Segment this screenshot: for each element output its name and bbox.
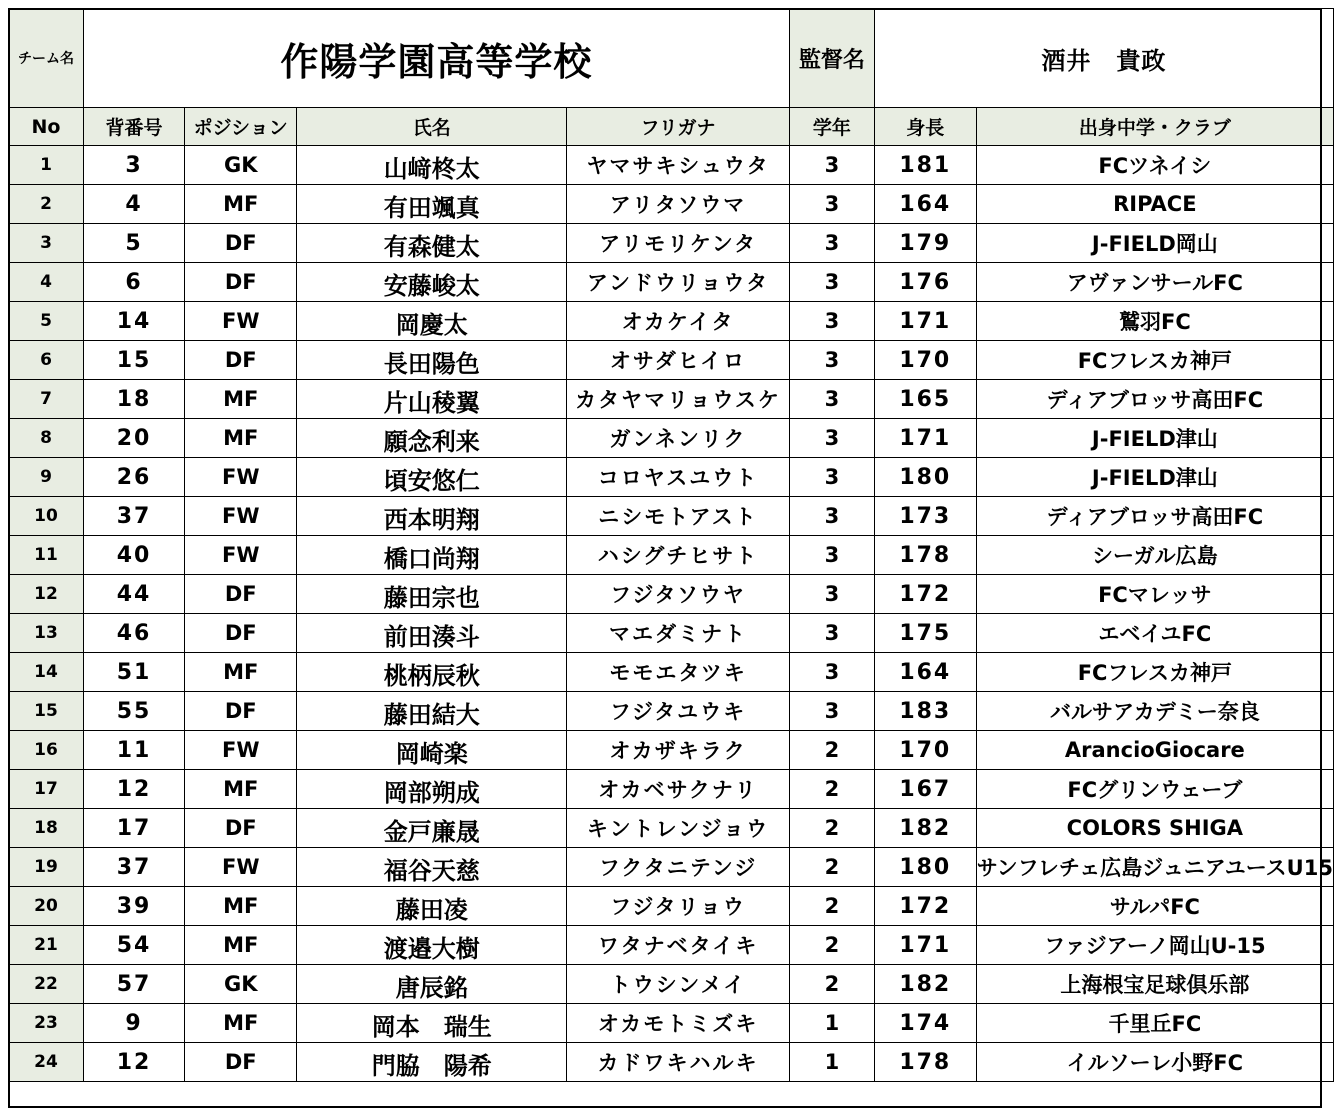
grade: 2 (789, 887, 874, 926)
player-name: 渡邉大樹 (297, 926, 567, 965)
player-kana: ワタナベタイキ (567, 926, 790, 965)
club: J-FIELD岡山 (976, 224, 1333, 263)
player-row (9, 224, 1334, 263)
height: 183 (874, 692, 976, 731)
player-name: 藤田宗也 (297, 575, 567, 614)
player-no: 18 (9, 809, 84, 848)
position: FW (185, 731, 297, 770)
player-no: 15 (9, 692, 84, 731)
player-kana: ガンネンリク (567, 419, 790, 458)
roster-table (8, 8, 1334, 1082)
jersey-number: 54 (83, 926, 184, 965)
player-no: 5 (9, 302, 84, 341)
player-kana: オサダヒイロ (567, 341, 790, 380)
player-kana: オカザキラク (567, 731, 790, 770)
player-kana: トウシンメイ (567, 965, 790, 1004)
height: 179 (874, 224, 976, 263)
player-kana: フクタニテンジ (567, 848, 790, 887)
grade: 3 (789, 692, 874, 731)
player-kana: オカモトミズキ (567, 1004, 790, 1043)
club: ファジアーノ岡山U-15 (976, 926, 1333, 965)
player-kana: コロヤスユウト (567, 458, 790, 497)
jersey-number: 37 (83, 848, 184, 887)
col-header-position: ポジション (185, 108, 297, 146)
position: GK (185, 146, 297, 185)
club: サンフレチェ広島ジュニアユースU15 (976, 848, 1333, 887)
jersey-number: 17 (83, 809, 184, 848)
player-no: 13 (9, 614, 84, 653)
grade: 3 (789, 263, 874, 302)
position: MF (185, 653, 297, 692)
player-name: 岡慶太 (297, 302, 567, 341)
position: MF (185, 926, 297, 965)
player-no: 19 (9, 848, 84, 887)
jersey-number: 44 (83, 575, 184, 614)
height: 175 (874, 614, 976, 653)
position: GK (185, 965, 297, 1004)
grade: 3 (789, 614, 874, 653)
club: 上海根宝足球倶乐部 (976, 965, 1333, 1004)
coach-label: 監督名 (789, 9, 874, 108)
player-row (9, 497, 1334, 536)
club: シーガル広島 (976, 536, 1333, 575)
height: 178 (874, 1043, 976, 1082)
player-no: 12 (9, 575, 84, 614)
jersey-number: 11 (83, 731, 184, 770)
grade: 1 (789, 1043, 874, 1082)
position: DF (185, 575, 297, 614)
height: 173 (874, 497, 976, 536)
height: 172 (874, 887, 976, 926)
player-no: 9 (9, 458, 84, 497)
player-name: 岡部朔成 (297, 770, 567, 809)
height: 164 (874, 185, 976, 224)
player-row (9, 653, 1334, 692)
jersey-number: 55 (83, 692, 184, 731)
club: ディアブロッサ高田FC (976, 380, 1333, 419)
position: DF (185, 224, 297, 263)
club: RIPACE (976, 185, 1333, 224)
position: MF (185, 380, 297, 419)
player-kana: フジタユウキ (567, 692, 790, 731)
player-kana: マエダミナト (567, 614, 790, 653)
grade: 3 (789, 497, 874, 536)
jersey-number: 15 (83, 341, 184, 380)
player-row (9, 302, 1334, 341)
jersey-number: 6 (83, 263, 184, 302)
player-row (9, 965, 1334, 1004)
jersey-number: 14 (83, 302, 184, 341)
player-name: 頃安悠仁 (297, 458, 567, 497)
position: FW (185, 848, 297, 887)
position: MF (185, 887, 297, 926)
player-row (9, 848, 1334, 887)
player-no: 11 (9, 536, 84, 575)
player-row (9, 380, 1334, 419)
player-kana: アリタソウマ (567, 185, 790, 224)
grade: 3 (789, 302, 874, 341)
height: 178 (874, 536, 976, 575)
height: 174 (874, 1004, 976, 1043)
position: DF (185, 341, 297, 380)
col-header-name: 氏名 (297, 108, 567, 146)
position: MF (185, 419, 297, 458)
player-no: 24 (9, 1043, 84, 1082)
player-row (9, 341, 1334, 380)
jersey-number: 40 (83, 536, 184, 575)
grade: 3 (789, 185, 874, 224)
height: 164 (874, 653, 976, 692)
player-kana: フジタリョウ (567, 887, 790, 926)
position: DF (185, 614, 297, 653)
grade: 3 (789, 575, 874, 614)
club: エベイユFC (976, 614, 1333, 653)
player-name: 唐辰銘 (297, 965, 567, 1004)
jersey-number: 46 (83, 614, 184, 653)
club: ディアブロッサ高田FC (976, 497, 1333, 536)
title-row (9, 9, 1334, 108)
player-row (9, 1004, 1334, 1043)
grade: 2 (789, 770, 874, 809)
player-name: 福谷天慈 (297, 848, 567, 887)
player-no: 16 (9, 731, 84, 770)
jersey-number: 12 (83, 1043, 184, 1082)
jersey-number: 26 (83, 458, 184, 497)
jersey-number: 4 (83, 185, 184, 224)
player-row (9, 185, 1334, 224)
player-no: 23 (9, 1004, 84, 1043)
club: FCグリンウェーブ (976, 770, 1333, 809)
jersey-number: 12 (83, 770, 184, 809)
grade: 2 (789, 731, 874, 770)
player-row (9, 458, 1334, 497)
player-row (9, 146, 1334, 185)
player-no: 17 (9, 770, 84, 809)
height: 172 (874, 575, 976, 614)
position: DF (185, 692, 297, 731)
player-no: 22 (9, 965, 84, 1004)
player-kana: アンドウリョウタ (567, 263, 790, 302)
club: FCマレッサ (976, 575, 1333, 614)
position: DF (185, 263, 297, 302)
height: 180 (874, 848, 976, 887)
position: FW (185, 458, 297, 497)
position: FW (185, 497, 297, 536)
player-row (9, 536, 1334, 575)
club: サルパFC (976, 887, 1333, 926)
jersey-number: 57 (83, 965, 184, 1004)
position: FW (185, 302, 297, 341)
player-name: 岡本 瑞生 (297, 1004, 567, 1043)
grade: 3 (789, 458, 874, 497)
player-name: 片山稜翼 (297, 380, 567, 419)
player-name: 西本明翔 (297, 497, 567, 536)
col-header-kana: フリガナ (567, 108, 790, 146)
player-kana: カドワキハルキ (567, 1043, 790, 1082)
player-no: 20 (9, 887, 84, 926)
height: 170 (874, 341, 976, 380)
jersey-number: 5 (83, 224, 184, 263)
player-name: 藤田凌 (297, 887, 567, 926)
height: 171 (874, 926, 976, 965)
player-kana: ハシグチヒサト (567, 536, 790, 575)
player-kana: フジタソウヤ (567, 575, 790, 614)
column-header-row (9, 108, 1334, 146)
grade: 3 (789, 380, 874, 419)
position: FW (185, 536, 297, 575)
player-no: 14 (9, 653, 84, 692)
col-header-no: No (9, 108, 84, 146)
grade: 1 (789, 1004, 874, 1043)
team-name: 作陽学園高等学校 (83, 9, 789, 108)
player-name: 岡崎楽 (297, 731, 567, 770)
grade: 3 (789, 536, 874, 575)
player-name: 藤田結大 (297, 692, 567, 731)
position: MF (185, 185, 297, 224)
player-row (9, 731, 1334, 770)
player-row (9, 614, 1334, 653)
player-row (9, 770, 1334, 809)
player-no: 8 (9, 419, 84, 458)
player-no: 3 (9, 224, 84, 263)
player-no: 7 (9, 380, 84, 419)
grade: 3 (789, 653, 874, 692)
grade: 3 (789, 146, 874, 185)
player-row (9, 263, 1334, 302)
player-name: 長田陽色 (297, 341, 567, 380)
player-name: 門脇 陽希 (297, 1043, 567, 1082)
player-kana: カタヤマリョウスケ (567, 380, 790, 419)
player-no: 2 (9, 185, 84, 224)
height: 182 (874, 965, 976, 1004)
player-name: 山﨑柊太 (297, 146, 567, 185)
club: FCフレスカ神戸 (976, 341, 1333, 380)
club: J-FIELD津山 (976, 458, 1333, 497)
jersey-number: 18 (83, 380, 184, 419)
player-kana: モモエタツキ (567, 653, 790, 692)
jersey-number: 37 (83, 497, 184, 536)
player-row (9, 926, 1334, 965)
grade: 3 (789, 224, 874, 263)
coach-name: 酒井 貴政 (874, 9, 1333, 108)
player-name: 有森健太 (297, 224, 567, 263)
player-kana: ヤマサキシュウタ (567, 146, 790, 185)
player-name: 安藤峻太 (297, 263, 567, 302)
player-name: 金戸廉晟 (297, 809, 567, 848)
jersey-number: 9 (83, 1004, 184, 1043)
player-kana: オカベサクナリ (567, 770, 790, 809)
height: 180 (874, 458, 976, 497)
club: 千里丘FC (976, 1004, 1333, 1043)
player-row (9, 575, 1334, 614)
grade: 2 (789, 965, 874, 1004)
position: DF (185, 1043, 297, 1082)
height: 171 (874, 419, 976, 458)
grade: 2 (789, 809, 874, 848)
player-no: 4 (9, 263, 84, 302)
height: 181 (874, 146, 976, 185)
player-kana: キントレンジョウ (567, 809, 790, 848)
grade: 3 (789, 419, 874, 458)
player-no: 6 (9, 341, 84, 380)
col-header-grade: 学年 (789, 108, 874, 146)
col-header-club: 出身中学・クラブ (976, 108, 1333, 146)
jersey-number: 51 (83, 653, 184, 692)
height: 176 (874, 263, 976, 302)
player-name: 桃柄辰秋 (297, 653, 567, 692)
player-name: 願念利来 (297, 419, 567, 458)
grade: 3 (789, 341, 874, 380)
jersey-number: 3 (83, 146, 184, 185)
height: 171 (874, 302, 976, 341)
player-row (9, 692, 1334, 731)
grade: 2 (789, 848, 874, 887)
player-kana: アリモリケンタ (567, 224, 790, 263)
club: FCフレスカ神戸 (976, 653, 1333, 692)
col-header-jersey: 背番号 (83, 108, 184, 146)
player-row (9, 419, 1334, 458)
player-kana: ニシモトアスト (567, 497, 790, 536)
player-row (9, 887, 1334, 926)
position: DF (185, 809, 297, 848)
height: 165 (874, 380, 976, 419)
player-no: 21 (9, 926, 84, 965)
grade: 2 (789, 926, 874, 965)
club: バルサアカデミー奈良 (976, 692, 1333, 731)
club: ArancioGiocare (976, 731, 1333, 770)
player-kana: オカケイタ (567, 302, 790, 341)
club: 鷲羽FC (976, 302, 1333, 341)
position: MF (185, 770, 297, 809)
jersey-number: 20 (83, 419, 184, 458)
player-row (9, 809, 1334, 848)
jersey-number: 39 (83, 887, 184, 926)
height: 170 (874, 731, 976, 770)
position: MF (185, 1004, 297, 1043)
player-name: 前田湊斗 (297, 614, 567, 653)
col-header-height: 身長 (874, 108, 976, 146)
height: 182 (874, 809, 976, 848)
player-no: 1 (9, 146, 84, 185)
player-name: 有田颯真 (297, 185, 567, 224)
player-row (9, 1043, 1334, 1082)
club: イルソーレ小野FC (976, 1043, 1333, 1082)
club: J-FIELD津山 (976, 419, 1333, 458)
club: アヴァンサールFC (976, 263, 1333, 302)
club: FCツネイシ (976, 146, 1333, 185)
player-name: 橋口尚翔 (297, 536, 567, 575)
team-label: チーム名 (9, 9, 84, 108)
club: COLORS SHIGA (976, 809, 1333, 848)
height: 167 (874, 770, 976, 809)
player-no: 10 (9, 497, 84, 536)
